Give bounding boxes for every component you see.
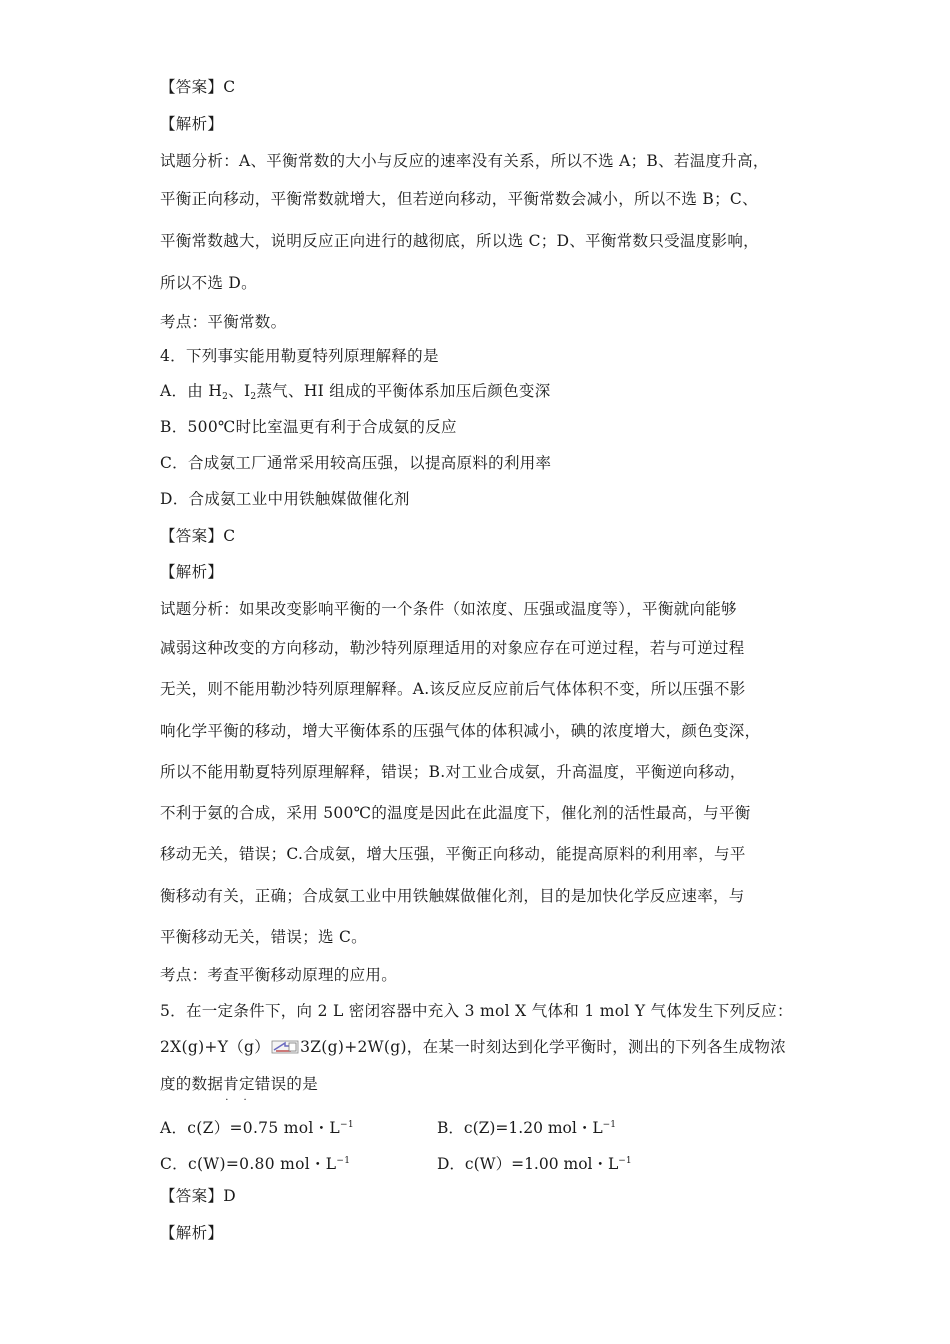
q3-analysis-line: 平衡正向移动，平衡常数就增大，但若逆向移动，平衡常数会减小，所以不选 B；C、 (160, 190, 758, 208)
q4-option-d: D．合成氨工业中用铁触媒做催化剂 (160, 490, 410, 508)
q4-analysis-line: 响化学平衡的移动，增大平衡体系的压强气体的体积减小，碘的浓度增大，颜色变深， (160, 722, 761, 740)
q5-option-a: A．c(Z）=0.75 mol・$L^{-1}$ (160, 1119, 354, 1137)
q5-option-b: B．c(Z)=1.20 mol・$L^{-1}$ (437, 1119, 616, 1137)
q3-analysis-label: 【解析】 (160, 115, 224, 133)
q4-analysis-line: 不利于氨的合成，采用 500℃的温度是因此在此温度下，催化剂的活性最高，与平衡 (160, 804, 751, 822)
q5-equation-line (160, 1036, 786, 1058)
q5-analysis-label: 【解析】 (160, 1224, 224, 1242)
q5-equation-left: 2X(g)+Y（g） (160, 1038, 271, 1056)
q3-point: 考点：平衡常数。 (160, 313, 287, 331)
q4-analysis-line: 移动无关，错误；C.合成氨，增大压强，平衡正向移动，能提高原料的利用率，与平 (160, 845, 746, 863)
q3-analysis-line: 试题分析：A、平衡常数的大小与反应的速率没有关系，所以不选 A；B、若温度升高， (160, 152, 769, 170)
q4-analysis-line: 所以不能用勒夏特列原理解释，错误；B.对工业合成氨，升高温度，平衡逆向移动， (160, 763, 746, 781)
q4-analysis-line: 减弱这种改变的方向移动，勒沙特列原理适用的对象应存在可逆过程，若与可逆过程 (160, 639, 745, 657)
q4-analysis-line: 衡移动有关，正确；合成氨工业中用铁触媒做催化剂，目的是加快化学反应速率，与 (160, 887, 745, 905)
emphasis-text: 肯定错误 · · (223, 1075, 286, 1093)
q3-answer: 【答案】C (160, 78, 236, 96)
q3-analysis-line: 所以不选 D。 (160, 274, 257, 292)
q5-equation-right: 3Z(g)+2W(g)，在某一时刻达到化学平衡时，测出的下列各生成物浓 (300, 1038, 787, 1056)
q5-answer: 【答案】D (160, 1187, 236, 1205)
q5-option-d: D．c(W）=1.00 mol・$L^{-1}$ (437, 1155, 632, 1173)
q4-analysis-label: 【解析】 (160, 563, 224, 581)
q4-answer: 【答案】C (160, 527, 236, 545)
q3-analysis-line: 平衡常数越大，说明反应正向进行的越彻底，所以选 C；D、平衡常数只受温度影响， (160, 232, 759, 250)
q5-option-c: C．c(W)=0.80 mol・$L^{-1}$ (160, 1155, 351, 1173)
q4-analysis-line: 平衡移动无关，错误；选 C。 (160, 928, 367, 946)
q4-stem: 4．下列事实能用勒夏特列原理解释的是 (160, 347, 439, 365)
q4-point: 考点：考查平衡移动原理的应用。 (160, 966, 398, 984)
q5-stem-line1: 5．在一定条件下，向 2 L 密闭容器中充入 3 mol X 气体和 1 mol Y 气体发生下列反应： (160, 1002, 793, 1020)
q4-analysis-line: 无关，则不能用勒沙特列原理解释。A.该反应反应前后气体体积不变，所以压强不影 (160, 680, 746, 698)
q4-option-c: C．合成氨工厂通常采用较高压强，以提高原料的利用率 (160, 454, 552, 472)
reversible-arrow-icon (271, 1040, 299, 1054)
q5-stem-line3: 度的数据肯定错误 · ·的是 (160, 1073, 318, 1095)
q4-option-a: A．由 $H_2$、$I_2$蒸气、HI 组成的平衡体系加压后颜色变深 (160, 382, 551, 402)
q4-option-b: B．500℃时比室温更有利于合成氨的反应 (160, 418, 457, 436)
q4-analysis-line: 试题分析：如果改变影响平衡的一个条件（如浓度、压强或温度等），平衡就向能够 (160, 600, 737, 618)
